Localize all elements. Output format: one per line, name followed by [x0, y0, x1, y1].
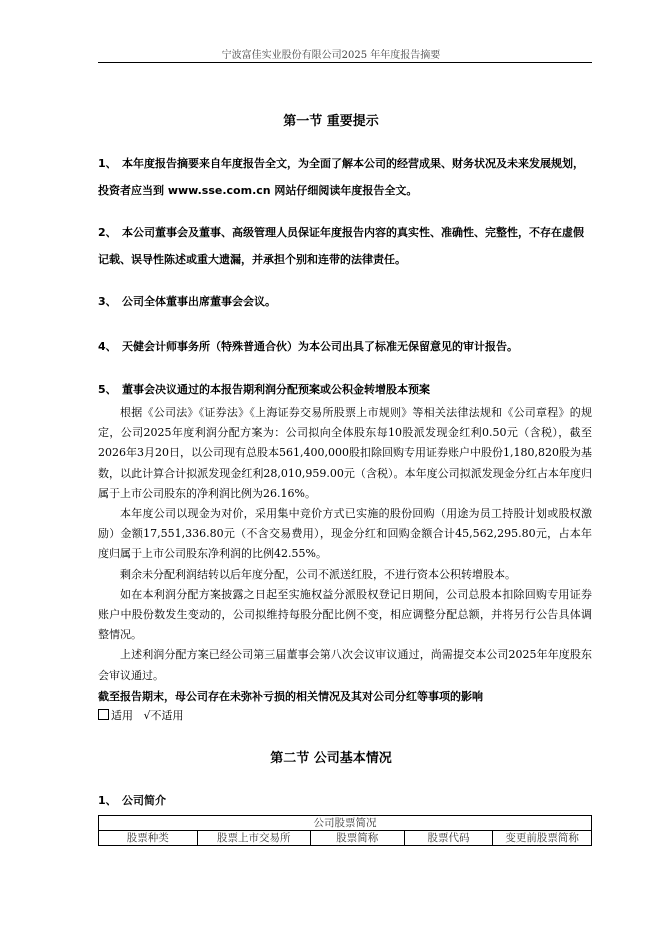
column-header: 股票简称	[310, 831, 404, 846]
section2-title: 第二节 公司基本情况	[270, 751, 392, 766]
running-header: 宁波富佳实业股份有限公司2025 年年度报告摘要	[221, 50, 441, 61]
item-number: 4、	[98, 340, 117, 353]
column-header: 股票上市交易所	[197, 831, 310, 846]
item-text: 董事会决议通过的本报告期利润分配预案或公积金转增股本预案	[122, 383, 430, 396]
column-header: 变更前股票简称	[493, 831, 592, 846]
item-text: 公司全体董事出席董事会会议。	[122, 295, 276, 308]
item-text: 本年度报告摘要来自年度报告全文，为全面了解本公司的经营成果、财务状况及未来发展规划，投资者应当到 www.sse.com.cn 网站仔细阅读年度报告全文。	[98, 157, 584, 197]
applicable-label: 适用	[111, 709, 133, 722]
column-header: 股票代码	[404, 831, 493, 846]
item-text: 天健会计师事务所（特殊普通合伙）为本公司出具了标准无保留意见的审计报告。	[122, 340, 518, 353]
item-number: 5、	[98, 383, 117, 396]
notice-item-4	[98, 333, 592, 360]
paragraph: 剩余未分配利润结转以后年度分配，公司不派送红股，不进行资本公积转增股本。	[120, 567, 516, 581]
uncovered-loss-heading: 截至报告期末，母公司存在未弥补亏损的相关情况及其对公司分红等事项的影响	[98, 690, 483, 703]
table-caption: 公司股票简况	[99, 816, 592, 831]
profit-distribution-text	[98, 403, 592, 686]
paragraph: 上述利润分配方案已经公司第三届董事会第八次会议审议通过，尚需提交本公司2025年年度股东会审议通过。	[98, 648, 592, 682]
item-number: 2、	[98, 226, 117, 239]
notice-item-2	[98, 219, 592, 273]
notice-item-5	[98, 376, 592, 403]
checkbox-icon	[98, 709, 109, 720]
table-header-row	[99, 831, 592, 846]
not-applicable-label: √不适用	[143, 709, 184, 722]
header-rule	[98, 62, 592, 63]
item-number: 1、	[98, 794, 117, 807]
item-text: 公司简介	[122, 794, 166, 807]
notice-item-3	[98, 288, 592, 315]
section1-title: 第一节 重要提示	[283, 114, 379, 129]
paragraph: 如在本利润分配方案披露之日起至实施权益分派股权登记日期间，公司总股本扣除回购专用证券账户中股份数发生变动的，公司拟维持每股分配比例不变，相应调整分配总额，并将另行公告具体调整情况。	[98, 587, 592, 642]
notice-item-1	[98, 150, 592, 204]
company-intro-item	[98, 787, 592, 814]
stock-summary-table	[98, 815, 592, 846]
item-text: 本公司董事会及董事、高级管理人员保证年度报告内容的真实性、准确性、完整性，不存在虚假记载、误导性陈述或重大遗漏，并承担个别和连带的法律责任。	[98, 226, 584, 266]
paragraph: 本年度公司以现金为对价，采用集中竞价方式已实施的股份回购（用途为员工持股计划或股权激励）金额17,551,336.80元（不含交易费用），现金分红和回购金额合计45,562,295.80元，占本年度归属于上市公司股东净利润的比例42.55%。	[98, 507, 592, 561]
item-number: 1、	[98, 157, 117, 170]
paragraph: 根据《公司法》《证券法》《上海证券交易所股票上市规则》等相关法律法规和《公司章程》的规定，公司2025年度利润分配方案为：公司拟向全体股东每10股派发现金红利0.50元（含税），截至2026年3月20日，以公司现有总股本561,400,000股扣除回购专用证券账户中股份1,180,820股为基数，以此计算合计拟派发现金红利28,010,959.00元（含税）。本年度公司拟派发现金分红占本年度归属于上市公司股东的净利润比例为26.16%。	[98, 406, 592, 500]
column-header: 股票种类	[99, 831, 198, 846]
applicability-options	[98, 707, 184, 723]
item-number: 3、	[98, 295, 117, 308]
